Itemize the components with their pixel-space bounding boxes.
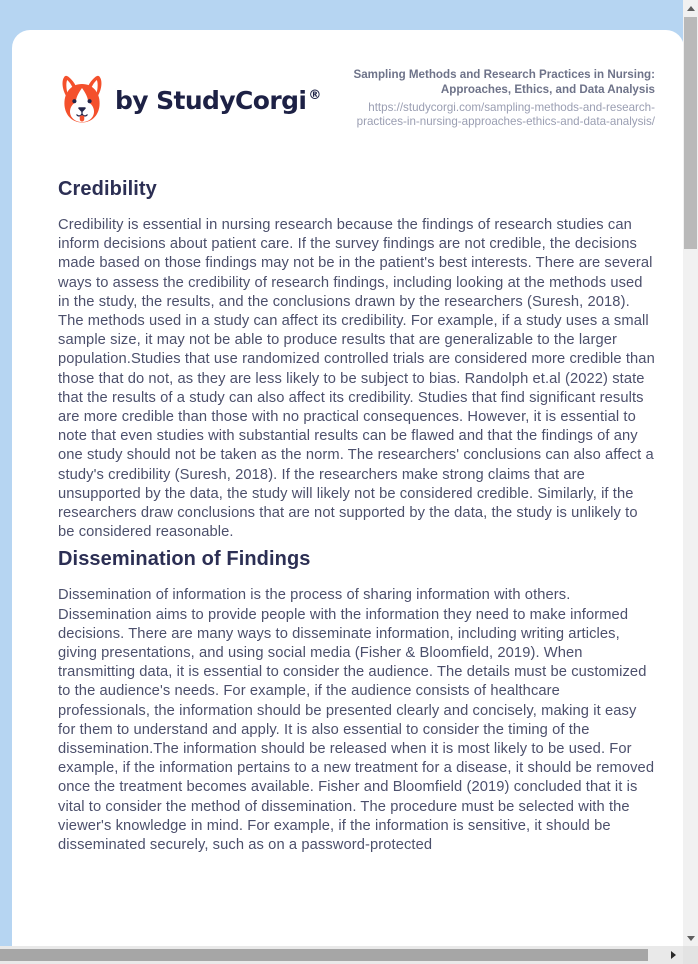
scroll-down-icon[interactable] [683, 930, 698, 946]
scroll-up-icon[interactable] [683, 0, 698, 16]
vertical-scrollbar[interactable] [683, 0, 698, 946]
section-paragraph-dissemination: Dissemination of information is the process of sharing information with others. Dissemination aims to provide people with the information they need to make informed decisions. There are many ways to disseminate information, including writing articles, giving presentations, and using social media (Fisher & Bloomfield, 2019). When transmitting data, it is essential to consider the audience. The details must be customized to the audience's needs. For example, if the audience consists of healthcare professionals, the information should be presented clearly and concisely, making it easy for them to understand and apply. It is also essential to consider the timing of the dissemination.The information should be released when it is most likely to be used. For example, if the information pertains to a new treatment for a disease, it should be removed once the treatment becomes available. Fisher and Bloomfield (2019) concluded that it is vital to consider the method of dissemination. The procedure must be selected with the viewer's knowledge in mind. For example, if the information is sensitive, it should be disseminated securely, such as on a password-protected [58, 587, 655, 854]
scroll-right-icon[interactable] [665, 946, 681, 964]
document-header [58, 68, 655, 132]
vertical-scrollbar-thumb[interactable] [684, 17, 697, 249]
scrollbar-corner [683, 946, 698, 964]
section-heading-credibility: Credibility [58, 178, 157, 200]
section-heading-dissemination: Dissemination of Findings [58, 548, 311, 571]
registered-trademark-mark: ® [308, 87, 321, 103]
document-url: https://studycorgi.com/sampling-methods-and-research-practices-in-nursing-approaches-ethics-and-data-analysis/ [356, 101, 655, 129]
corgi-dog-icon [58, 73, 106, 127]
brand-text: by StudyCorgi ® [115, 85, 321, 115]
studycorgi-logo [58, 73, 321, 127]
section-paragraph-credibility: Credibility is essential in nursing research because the findings of research studies can inform decisions about patient care. If the survey findings are not credible, the decisions made based on those findings may not be in the patient's best interests. There are several ways to assess the credibility of research findings, including looking at the methods used in the study, the results, and the conclusions drawn by the researchers (Suresh, 2018). The methods used in a study can affect its credibility. For example, if a study uses a small sample size, it may not be able to produce results that are generalizable to the larger population.Studies that use randomized controlled trials are considered more credible than those that do not, as they are less likely to be subject to bias. Randolph et.al (2022) state that the results of a study can also affect its credibility. Studies that find significant results are more credible than those with no practical consequences. However, it is essential to note that even studies with substantial results can be flawed and that the findings of any one study should not be taken as the norm. The researchers' conclusions can also affect a study's credibility (Suresh, 2018). If the researchers make strong claims that are unsupported by the data, the study will likely not be considered credible. Similarly, if the researchers draw conclusions that are not supported by the data, the study is unlikely to be considered reasonable. [58, 217, 655, 541]
document-meta [321, 68, 655, 129]
document-title: Sampling Methods and Research Practices in Nursing: Approaches, Ethics, and Data Analysis [353, 68, 655, 96]
horizontal-scrollbar-thumb[interactable] [0, 949, 648, 961]
document-page-card [12, 30, 684, 964]
horizontal-scrollbar[interactable] [0, 946, 683, 964]
